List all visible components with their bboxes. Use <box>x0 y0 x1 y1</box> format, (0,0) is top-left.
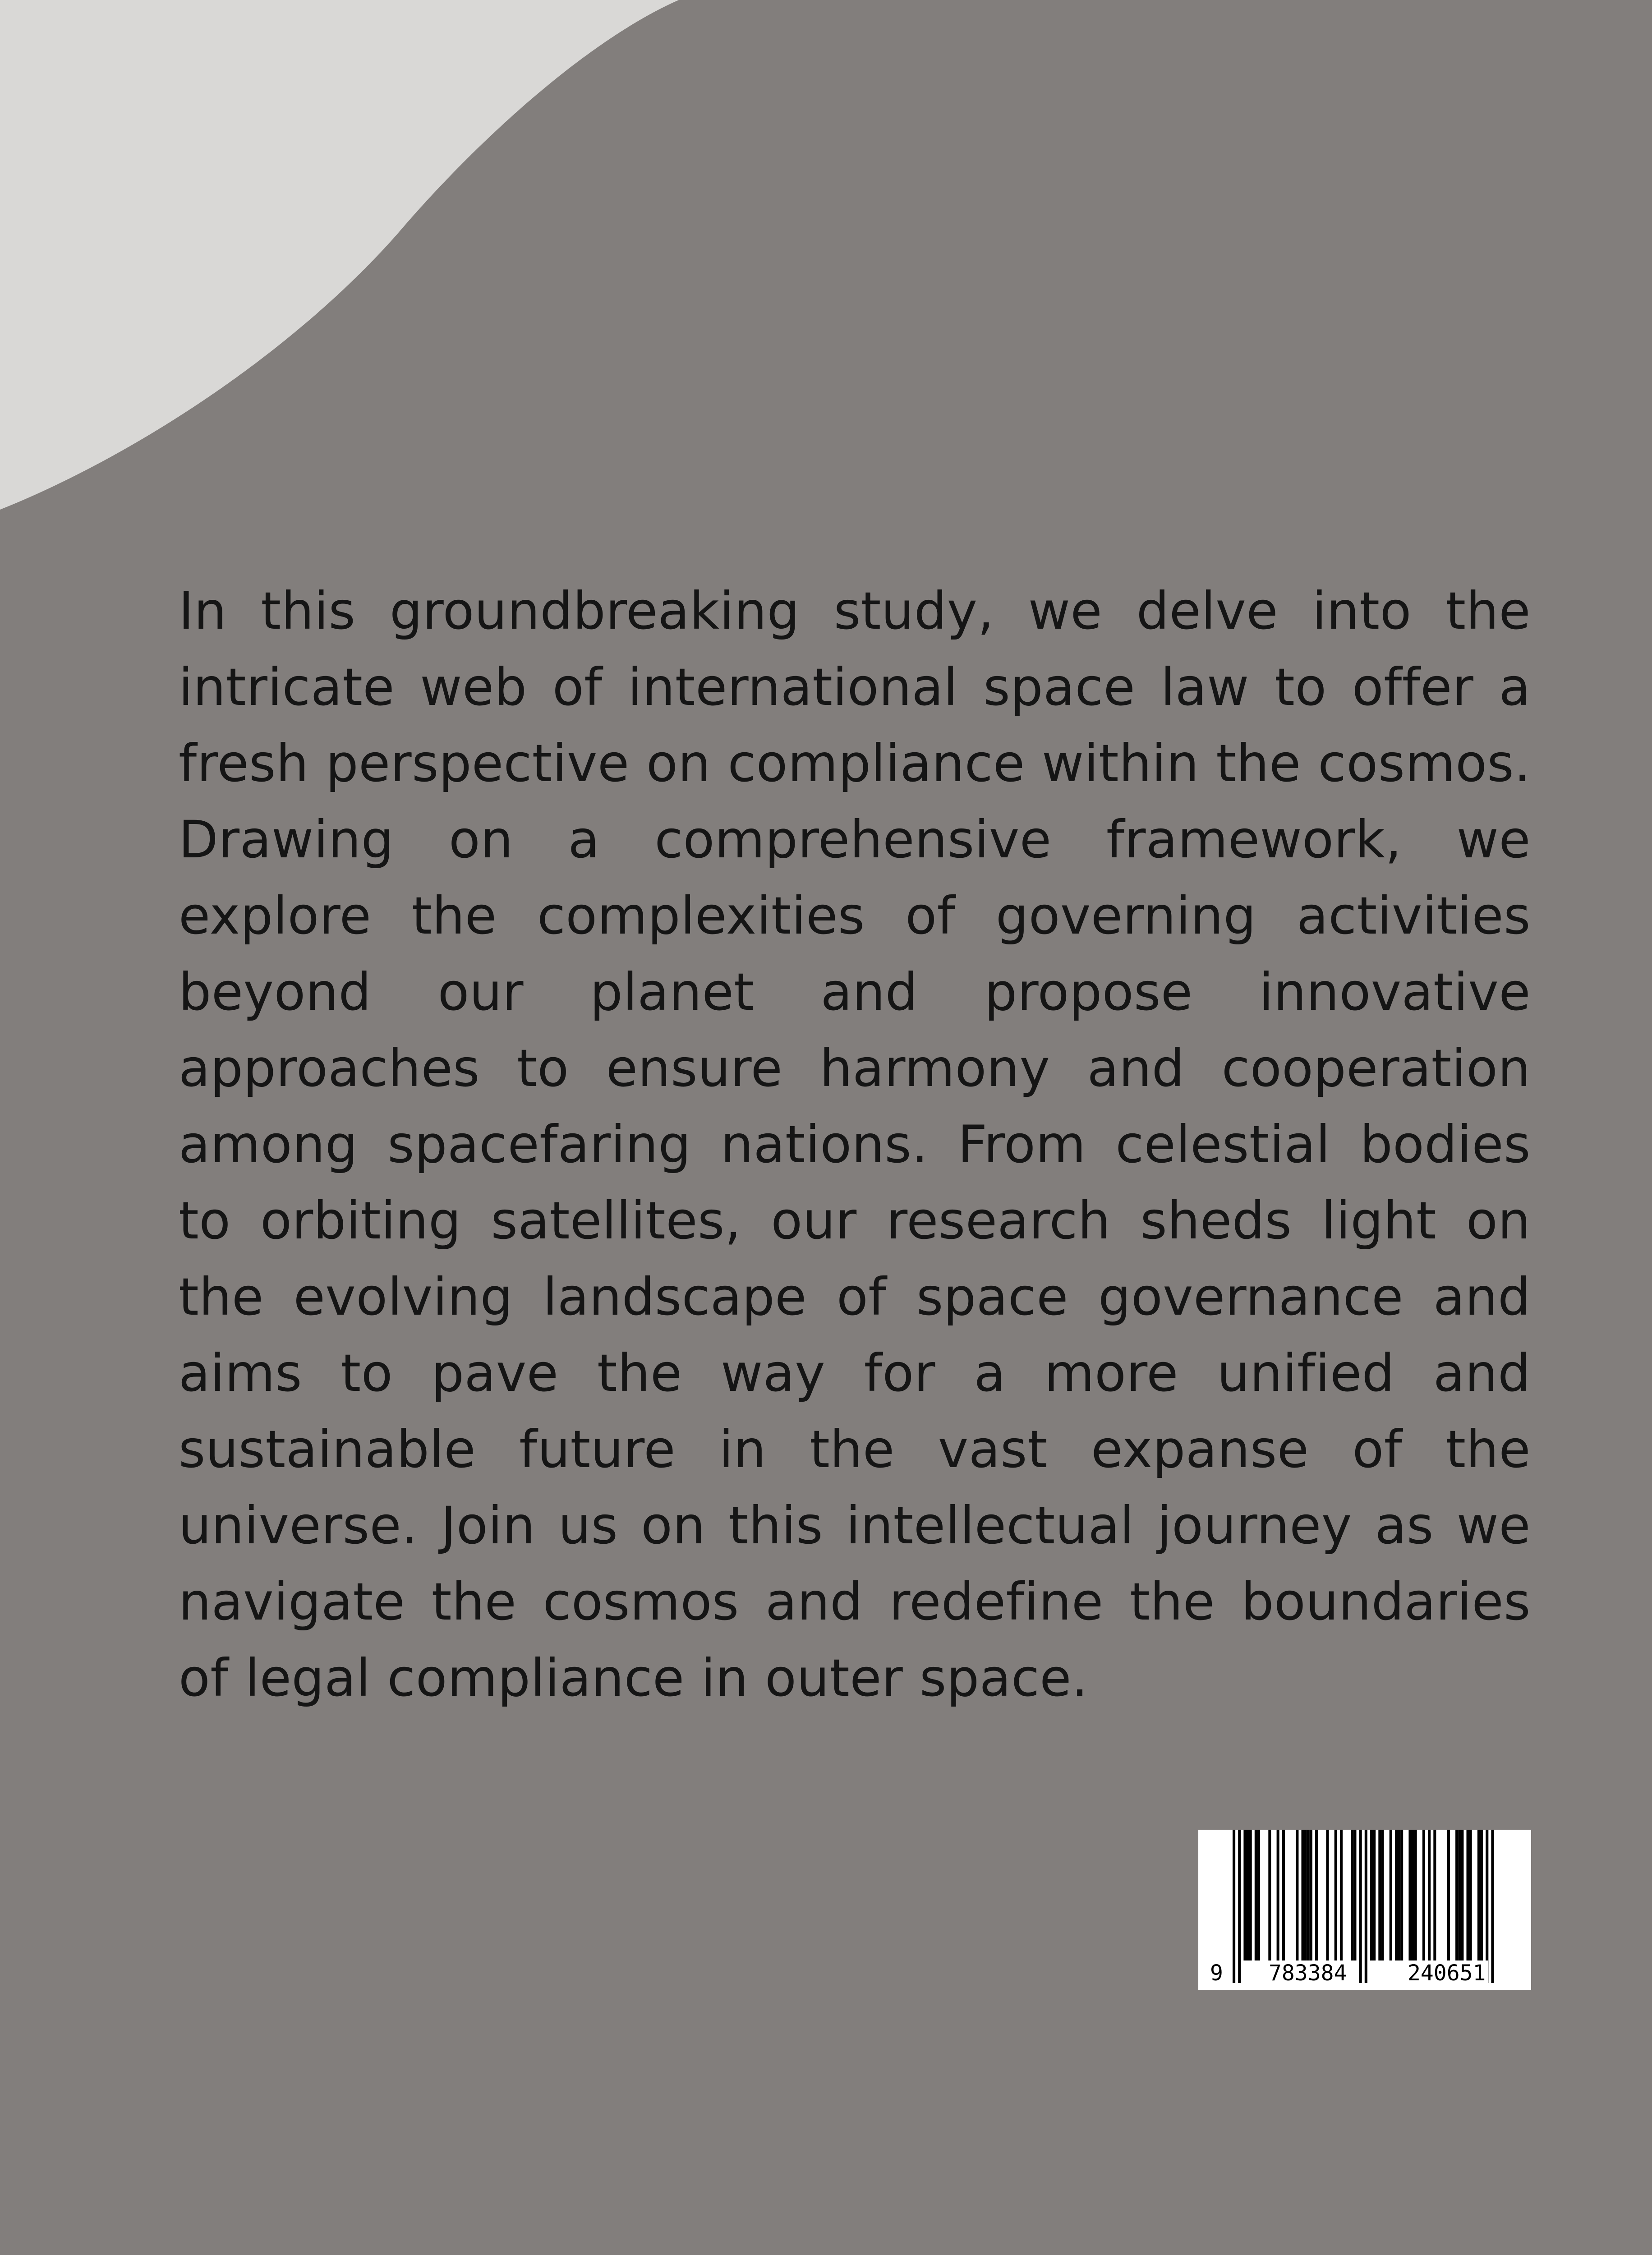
barcode-bar <box>1296 1830 1298 1960</box>
barcode-bar <box>1282 1830 1285 1960</box>
barcode-bar <box>1408 1830 1411 1960</box>
barcode-bar <box>1326 1830 1329 1960</box>
barcode-bar <box>1334 1830 1337 1960</box>
barcode-bar <box>1480 1830 1483 1960</box>
barcode-bar <box>1491 1830 1494 1983</box>
barcode-bar <box>1469 1830 1472 1960</box>
barcode-prefix-digit: 9 <box>1207 1960 1226 1986</box>
barcode-right-digits: 240651 <box>1405 1960 1488 1986</box>
barcode-bar <box>1310 1830 1312 1960</box>
barcode-bar <box>1467 1830 1469 1960</box>
decorative-wave-shape <box>0 0 1652 541</box>
barcode-bar <box>1477 1830 1480 1960</box>
barcode-bar <box>1458 1830 1461 1960</box>
barcode-bar <box>1390 1830 1392 1960</box>
barcode-bar <box>1378 1830 1381 1960</box>
barcode-bar <box>1381 1830 1384 1960</box>
back-cover-blurb: In this groundbreaking study, we delve into the intricate web of international space law to offer a fresh perspective on compliance within the cosmos. Drawing on a comprehensive framework, we explore the complexities of governing activities beyond our planet and propose innovative approaches to ensure harmony and cooperation among spacefaring nations. From celestial bodies to orbiting satellites, our research sheds light on the evolving landscape of space governance and aims to pave the way for a more unified and sustainable future in the vast expanse of the universe. Join us on this intellectual journey as we navigate the cosmos and redefine the boundaries of legal compliance in outer space. <box>179 581 1531 1708</box>
isbn-barcode <box>1198 1830 1531 1990</box>
barcode-bar <box>1247 1830 1249 1960</box>
barcode-bar <box>1433 1830 1436 1960</box>
barcode-bar <box>1307 1830 1310 1960</box>
barcode-bar <box>1351 1830 1353 1960</box>
barcode-bar <box>1359 1830 1362 1983</box>
barcode-bar <box>1365 1830 1367 1983</box>
barcode-bar <box>1395 1830 1398 1960</box>
barcode-bar <box>1238 1830 1241 1983</box>
barcode-bar <box>1268 1830 1271 1960</box>
barcode-bar <box>1455 1830 1458 1960</box>
barcode-bar <box>1340 1830 1343 1960</box>
barcode-left-digits: 783384 <box>1266 1960 1349 1986</box>
barcode-bar <box>1414 1830 1417 1960</box>
barcode-bar <box>1373 1830 1376 1960</box>
barcode-bar <box>1447 1830 1450 1960</box>
barcode-bar <box>1370 1830 1373 1960</box>
barcode-bar <box>1398 1830 1400 1960</box>
barcode-bar <box>1486 1830 1488 1983</box>
barcode-bar <box>1304 1830 1307 1960</box>
barcode-bar <box>1302 1830 1304 1960</box>
barcode-bar <box>1249 1830 1252 1960</box>
barcode-bar <box>1255 1830 1257 1960</box>
barcode-bar <box>1400 1830 1403 1960</box>
barcode-bar <box>1233 1830 1235 1983</box>
barcode-bar <box>1315 1830 1318 1960</box>
barcode-bar <box>1412 1830 1414 1960</box>
barcode-bar <box>1422 1830 1425 1960</box>
barcode-bar <box>1277 1830 1279 1960</box>
barcode-bar <box>1243 1830 1246 1960</box>
wave-fill <box>0 0 679 510</box>
barcode-bar <box>1257 1830 1260 1960</box>
barcode-bar <box>1428 1830 1431 1960</box>
barcode-bar <box>1461 1830 1463 1960</box>
barcode-bar <box>1353 1830 1356 1960</box>
